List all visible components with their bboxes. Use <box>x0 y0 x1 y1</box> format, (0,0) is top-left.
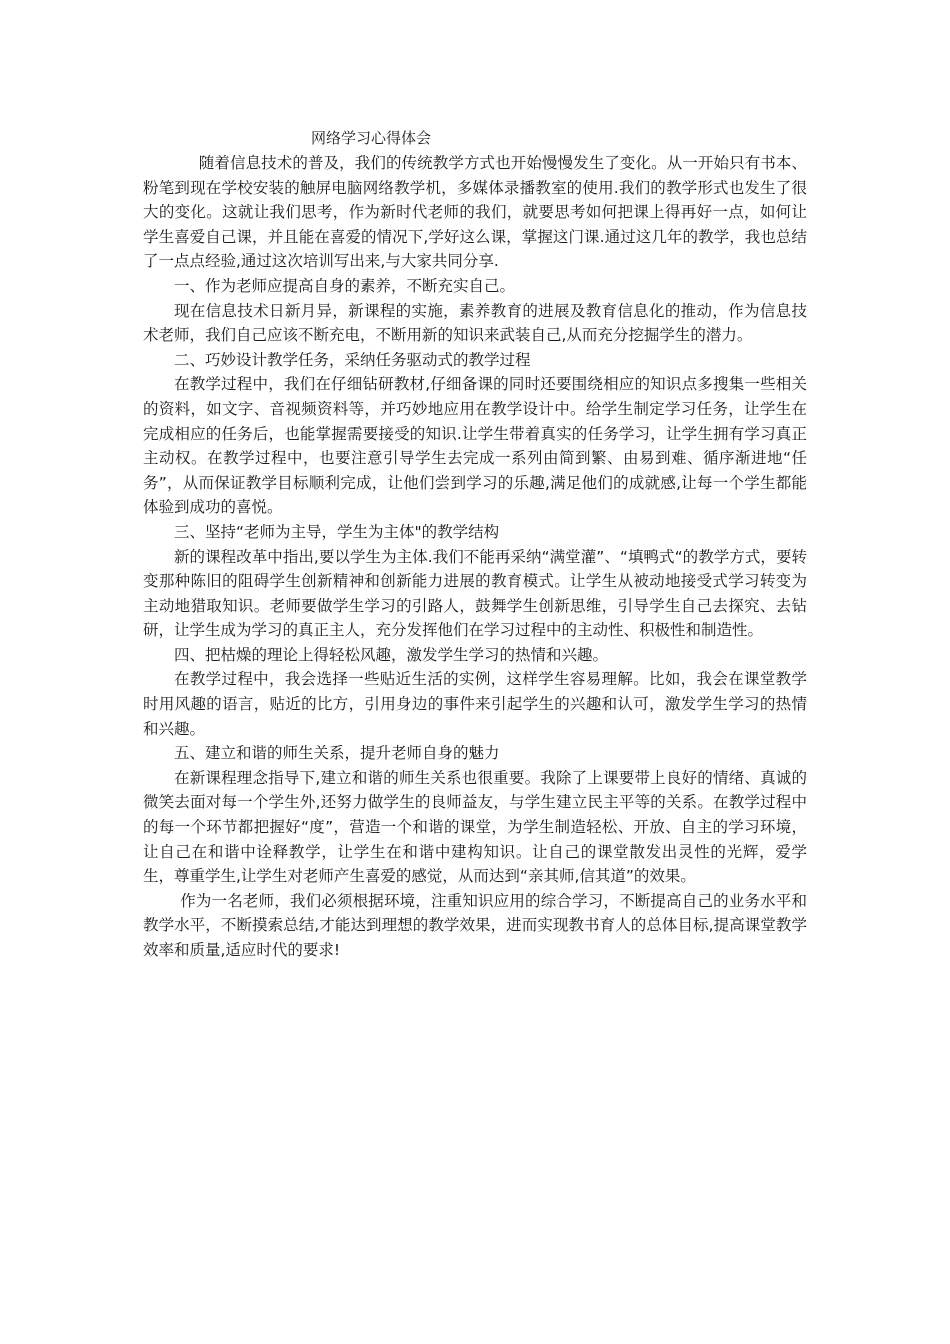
section-body-1: 现在信息技术日新月异，新课程的实施，素养教育的进展及教育信息化的推动，作为信息技术老师，我们自己应该不断充电，不断用新的知识来武装自己,从而充分挖掘学生的潜力。 <box>143 301 807 345</box>
section-heading-3: 三、坚持“老师为主导，学生为主体"的教学结构 <box>174 522 500 541</box>
section-heading-2: 二、巧妙设计教学任务，采纳任务驱动式的教学过程 <box>174 350 531 369</box>
intro-paragraph: 随着信息技术的普及，我们的传统教学方式也开始慢慢发生了变化。从一开始只有书本、粉笔到现在学校安装的触屏电脑网络教学机，多媒体录播教室的使用.我们的教学形式也发生了很大的变化。这就让我们思考，作为新时代老师的我们，就要思考如何把课上得再好一点，如何让学生喜爱自己课，并且能在喜爱的情况下,学好这么课，掌握这门课.通过这几年的教学，我也总结了一点点经验,通过这次培训写出来,与大家共同分享. <box>143 154 807 271</box>
section-body-5: 在新课程理念指导下,建立和谐的师生关系也很重要。我除了上课要带上良好的情绪、真诚的微笑去面对每一个学生外,还努力做学生的良师益友，与学生建立民主平等的关系。在教学过程中的每一个环节都把握好“度”，营造一个和谐的课堂，为学生制造轻松、开放、自主的学习环境，让自己在和谐中诠释教学，让学生在和谐中建构知识。让自己的课堂散发出灵性的光辉，爱学生，尊重学生,让学生对老师产生喜爱的感觉，从而达到“亲其师,信其道”的效果。 <box>143 768 807 886</box>
document-title: 网络学习心得体会 <box>311 129 432 147</box>
closing-paragraph: 作为一名老师，我们必须根据环境，注重知识应用的综合学习，不断提高自己的业务水平和教学水平，不断摸索总结,才能达到理想的教学效果，进而实现教书育人的总体目标,提高课堂教学效率和质量,适应时代的要求! <box>143 891 807 959</box>
section-heading-5: 五、建立和谐的师生关系，提升老师自身的魅力 <box>174 744 500 763</box>
section-body-2: 在教学过程中，我们在仔细钻研教材,仔细备课的同时还要围绕相应的知识点多搜集一些相关的资料，如文字、音视频资料等，并巧妙地应用在教学设计中。给学生制定学习任务，让学生在完成相应的任务后，也能掌握需要接受的知识.让学生带着真实的任务学习，让学生拥有学习真正主动权。在教学过程中，也要注意引导学生去完成一系列由简到繁、由易到难、循序渐进地“任务”，从而保证教学目标顺利完成，让他们尝到学习的乐趣,满足他们的成就感,让每一个学生都能体验到成功的喜悦。 <box>143 375 807 517</box>
section-heading-4: 四、把枯燥的理论上得轻松风趣，激发学生学习的热情和兴趣。 <box>174 645 609 664</box>
section-body-3: 新的课程改革中指出,要以学生为主体.我们不能再采纳“满堂灌”、“填鸭式“的教学方式，要转变那种陈旧的阻碍学生创新精神和创新能力进展的教育模式。让学生从被动地接受式学习转变为主动地猎取知识。老师要做学生学习的引路人，鼓舞学生创新思维，引导学生自己去探究、去钻研，让学生成为学习的真正主人，充分发挥他们在学习过程中的主动性、积极性和制造性。 <box>143 547 807 640</box>
section-body-4: 在教学过程中，我会选择一些贴近生活的实例，这样学生容易理解。比如，我会在课堂教学时用风趣的语言，贴近的比方，引用身边的事件来引起学生的兴趣和认可，激发学生学习的热情和兴趣。 <box>143 670 807 738</box>
section-heading-1: 一、作为老师应提高自身的素养，不断充实自己。 <box>174 276 516 295</box>
document-page <box>143 127 807 963</box>
